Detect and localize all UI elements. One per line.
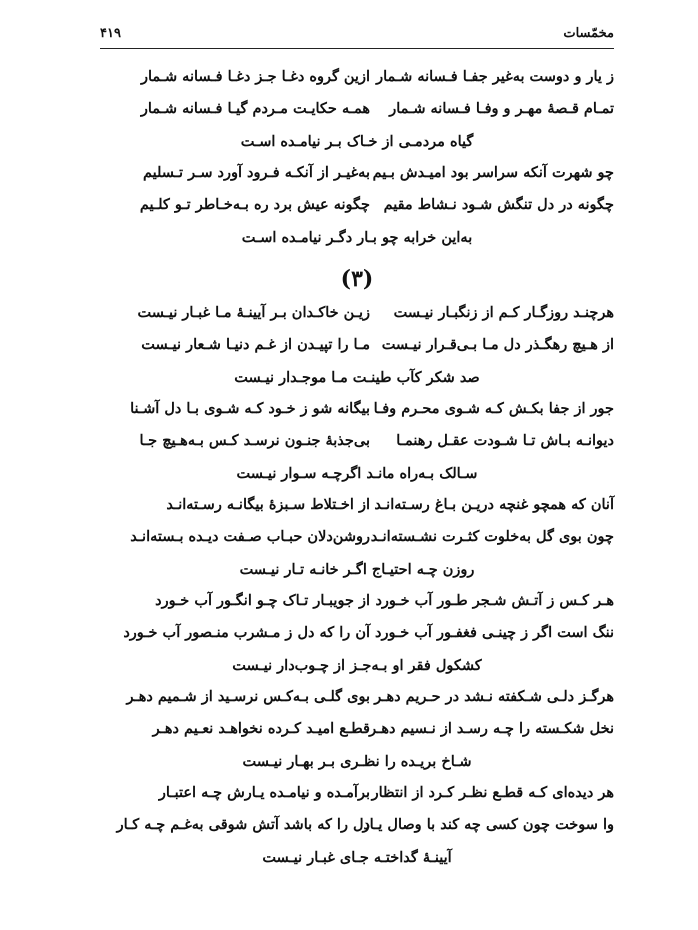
verse-line (100, 190, 614, 222)
hemistich-first: چگونه در دل تنگش شـود نـشاط مقیم (383, 196, 614, 213)
stanza (100, 62, 614, 158)
hemistich-second: آن را که دل ز مـشرب منـصور آب خـورد (123, 624, 370, 641)
stanza (100, 394, 614, 490)
section-heading: (۳) (340, 266, 374, 292)
hemistich-first: چون بوی گل به‌خلوت کثـرت نشـسته‌انـد (370, 528, 614, 545)
verse-line (100, 586, 614, 618)
hemistich-first: نخل شکـسته را چـه رسـد از نـسیم دهـر (369, 720, 614, 737)
verse-line (100, 158, 614, 190)
hemistich-first: هرگـز دلـی شـکفته نـشد در حـریم دهـر (374, 688, 614, 705)
verse-line (100, 394, 614, 426)
verse-line (100, 490, 614, 522)
hemistich-first: هر دیده‌ای کـه قطـع نظـر کـرد از انتظار (371, 784, 614, 801)
refrain-line: روزن چـه احتیـاج اگـر خانـه تـار نیـست (239, 561, 475, 578)
refrain-line: آیینـهٔ گداختـه جـای غبـار نیـست (262, 849, 452, 866)
stanza (100, 158, 614, 254)
hemistich-first: دیوانـه بـاش تـا شـودت عقـل رهنمـا (396, 432, 614, 449)
hemistich-second: زیـن خاکـدان بـر آیینـهٔ مـا غبـار نیـست (137, 304, 370, 321)
verse-line (100, 682, 614, 714)
hemistich-second: روشن‌دلان حبـاب صـفت دیـده بـسته‌انـد (130, 528, 370, 545)
stanza (100, 586, 614, 682)
running-header (100, 22, 614, 48)
verse-line (100, 330, 614, 362)
hemistich-first: از هـیچ رهگـذر دل مـا بـی‌قـرار نیـست (381, 336, 614, 353)
verse-line (100, 426, 614, 458)
hemistich-first: چو شهرت آنکه سراسر بود امیـدش بـیم (372, 164, 614, 181)
hemistich-second: قطـع امیـد کـرده نخواهـد نعـیم دهـر (152, 720, 370, 737)
hemistich-second: دل را که باشد آتش شوقی به‌غـم چـه کـار (116, 816, 370, 833)
refrain-line: صد شکر کآب طینـت مـا موجـدار نیـست (234, 369, 480, 386)
hemistich-second: ازین گروه دغـا جـز دغـا فـسانه شـمار (140, 68, 370, 85)
hemistich-first: هـر کـس ز آتـش شـجر طـور آب خـورد (375, 592, 614, 609)
hemistich-second: از اخـتلاط سـبزهٔ بیگانـه رسـته‌انـد (166, 496, 370, 513)
hemistich-first: تمـام قـصهٔ مهـر و وفـا فـسانه شـمار (389, 100, 614, 117)
hemistich-second: مـا را تپیـدن از غـم دنیـا شـعار نیـست (141, 336, 370, 353)
verse-line (100, 714, 614, 746)
hemistich-second: به‌غیـر از آنکـه فـرود آورد سـر تـسلیم (142, 164, 370, 181)
hemistich-second: بیگانه شو ز خـود کـه شـوی بـا دل آشـنا (130, 400, 370, 417)
refrain-line: شـاخ بریـده را نظـری بـر بهـار نیـست (242, 753, 472, 770)
hemistich-second: از جویبـار تـاک چـو انگـور آب خـورد (155, 592, 370, 609)
verse-line (100, 810, 614, 842)
stanza (100, 682, 614, 778)
verse-line (100, 778, 614, 810)
hemistich-second: بوی گلـی بـه‌کـس نرسـید از شـمیم دهـر (126, 688, 370, 705)
hemistich-first: ننگ است اگر ز چینـی فغفـور آب خـورد (375, 624, 614, 641)
hemistich-first: ز یار و دوست به‌غیر جفـا فـسانه شـمار (376, 68, 614, 85)
verse-line (100, 522, 614, 554)
verse-line (100, 62, 614, 94)
chapter-title: مخمّسات (563, 26, 614, 41)
refrain-line: کشکول فقر او بـه‌جـز از چـوب‌دار نیـست (232, 657, 482, 674)
verse-line (100, 298, 614, 330)
page-number: ۴۱۹ (100, 26, 121, 41)
verse-line (100, 94, 614, 126)
hemistich-first: آنان که همچو غنچه دریـن بـاغ رسـته‌انـد (374, 496, 614, 513)
stanza (100, 490, 614, 586)
hemistich-second: همـه حکایـت مـردم گیـا فـسانه شـمار (140, 100, 370, 117)
hemistich-first: جور از جفا بکـش کـه شـوی محـرم وفـا (373, 400, 614, 417)
stanza (100, 778, 614, 874)
hemistich-second: بی‌جذبهٔ جنـون نرسـد کـس بـه‌هـیچ جـا (139, 432, 370, 449)
poem-body (100, 62, 614, 874)
hemistich-first: وا سوخت چون کسی چه کند با وصال یـار (362, 816, 614, 833)
verse-line (100, 618, 614, 650)
header-rule (100, 48, 614, 49)
refrain-line: سـالک بـه‌راه مانـد اگرچـه سـوار نیـست (236, 465, 478, 482)
refrain-line: گیاه مردمـی از خـاک بـر نیامـده اسـت (240, 133, 474, 150)
hemistich-second: چگونه عیش برد ره بـه‌خـاطر تـو کلـیم (139, 196, 370, 213)
stanza (100, 298, 614, 394)
hemistich-second: برآمـده و نیامـده یـارش چـه اعتبـار (158, 784, 370, 801)
hemistich-first: هرچنـد روزگـار کـم از زنگبـار نیـست (393, 304, 614, 321)
refrain-line: به‌این خرابه چو بـار دگـر نیامـده اسـت (241, 229, 473, 246)
